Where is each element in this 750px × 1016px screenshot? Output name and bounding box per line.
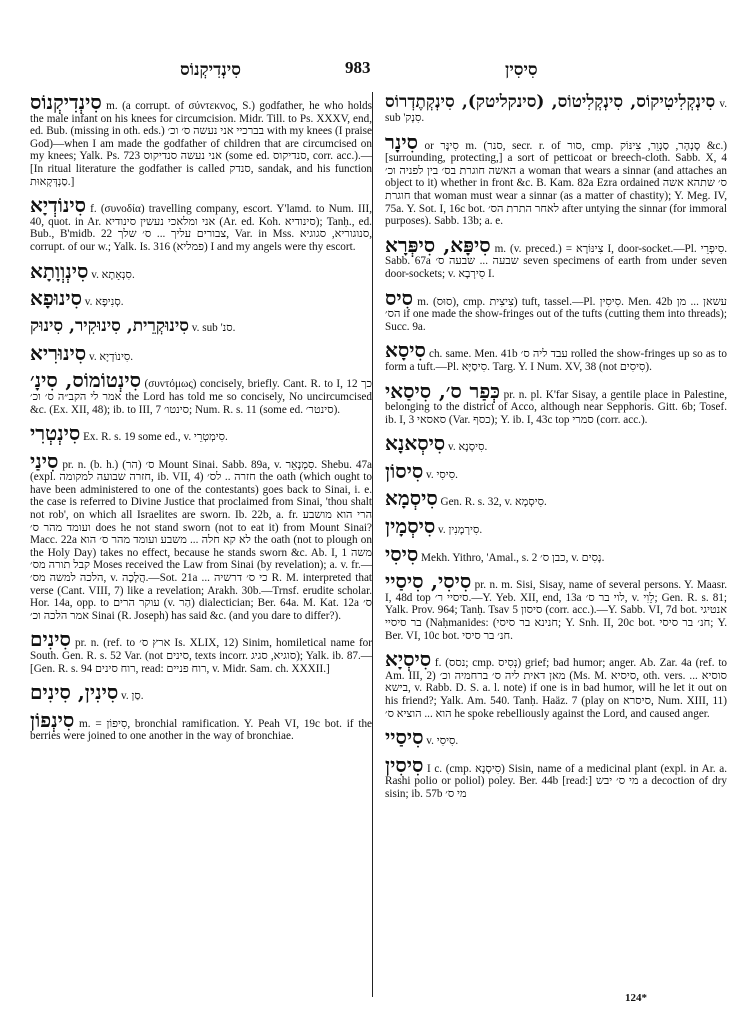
dictionary-entry [30, 195, 372, 253]
dictionary-entry [385, 92, 727, 125]
entry-headword: סִינְטְרִי [30, 421, 81, 446]
entry-headword: סִינוּפָא [30, 286, 82, 311]
dictionary-entry [385, 727, 727, 748]
entry-headword: סִיסְמָא [385, 486, 438, 511]
dictionary-entry [30, 258, 372, 283]
entry-definition: Ex. R. s. 19 some ed., v. סִימְטְרֵי. [83, 431, 228, 444]
entry-definition: v. סִיסִי. [426, 735, 459, 748]
entry-definition: v. סִינוֹדְיָא. [88, 350, 134, 363]
signature-mark: 124* [625, 992, 647, 1004]
entry-definition: Mekh. Yithro, 'Amal., s. 2 כבן ס׳, v. נָסִים. [421, 551, 605, 564]
entry-headword: סִיסַיי [385, 725, 424, 750]
entry-definition: v. סִיסְנָא. [447, 441, 488, 454]
right-running-head: סִיסִין [505, 60, 538, 80]
entry-headword: סִינָר [385, 129, 418, 154]
dictionary-entry [30, 629, 372, 675]
dictionary-entry [385, 516, 727, 537]
left-running-head: סִינְדִיקְנוֹס [180, 60, 241, 80]
dictionary-entry [385, 285, 727, 334]
left-column [30, 92, 372, 750]
entry-definition: v. סִיסִי. [426, 468, 458, 481]
entry-definition: pr. n. (ref. to ארץ ס׳ Is. XLIX, 12) Sinim, homiletical name for South. Gen. R. s. 52 Var. (not סינים, texts incorr. סוגיא, סגיג); Yalk. ib. 87.—[Gen. R. s. 94 רוח סינים, read: רוח פניים, v. Midr. Sam. ch. XXXII.] [30, 637, 372, 675]
dictionary-entry [30, 682, 372, 703]
entry-headword: סִיסְאנָא [385, 431, 446, 456]
entry-definition: f. (συνοδία) travelling company, escort. Y'lamd. to Num. III, 40, quot. in Ar. אני ומלאכי נעשין סינודיא (Ar. ed. Koh. סינודיא); Tanḥ., ed. Bub., B'midb. 22 צבורים עליך ... ס׳ שלך, Var. in Mss. סנוגוריא, סגוגיא, corrupt. of our w.; Yalk. Is. 316 (פמליא) I and my angels were thy escort. [30, 203, 372, 253]
dictionary-entry [385, 649, 727, 720]
entry-definition: v. sub 'סנ. [191, 321, 236, 334]
entry-definition: Gen. R. s. 32, v. סִיסְמָא. [440, 496, 547, 509]
entry-definition: pr. n. (b. h.) (הר) ס׳ Mount Sinai. Sabb. 89a, v. סִמְנָאֵר. Shebu. 47a (expl. חזרה שבועה למקומה, ib. VII, 4) חזרה .. לס׳ the oath (which ought to have been administered to one of the contestants) goes back to Sinai, i. e. the case is referred to Divine Justice that proclaimed from Sinai, 'thou shalt not rob', on which all Israelites are sworn. Ib. 22b, a. fr. הרי הוא מושבע ועומד מהר ס׳ does he not stand sworn (not to eat it) from Mount Sinai? Macc. 22a לא קא חלה ... משבע ועומד מהר ס׳ הוא the oath (not to plough on the Holy Day) takes no effect, because he stands sworn &c. Ab. I, 1 משה קבל תורה מס׳ Moses received the Law from Sinai (by revelation); a. v. fr.—הלכה למשה מס׳, v. הֲלָכָה.—Sot. 21a ... כי ס׳ דרשיה R. M. interpreted that verse (Cant. VIII, 7) like a revelation; Arakh. 30b.—Trnsf. erudite scholar. Hor. 14a, opp. to עוקר הרים (v. הַר) dialectician; Ber. 64a. M. Kat. 12a ס׳ אמר הלכה וכ׳ Sinai (R. Joseph) has said &c. (and you dare to differ?). [30, 458, 373, 622]
column-divider [372, 92, 373, 997]
page-header [0, 58, 750, 88]
entry-headword: סִיסְמָין [385, 514, 436, 539]
entry-definition: v. sub 'סִנְק. [385, 98, 727, 124]
dictionary-entry [385, 232, 728, 281]
entry-headword: סִינוּרִיא [30, 340, 87, 365]
entry-definition: m. (a corrupt. of σύντεκνος, S.) godfather, he who holds the male infant on his knees for circumcision. Midr. Till. to Ps. XXXV, end, ed. Bub. (missing in oth. eds.) בברכיי אני נעשה ס׳ וכ׳ with my knees (I praise God)—when I am made the godfather of children that are circumcised on my knees; Yalk. Ps. 723 אני נעשה סנדיקוס (some ed. סנדיקוס, corr. acc.).—[In ritual literature the godfather is called סנדק, sandak, and his function סַנְדְּקָאוּת.] [30, 100, 373, 188]
entry-definition: v. סִנְאָתָא. [91, 268, 135, 281]
dictionary-entry [385, 340, 727, 373]
dictionary-entry [30, 448, 373, 623]
dictionary-entry [30, 92, 372, 188]
entry-definition: I c. (cmp. סִיסְנָא) Sisin, name of a medicinal plant (expl. in Ar. a. Rashi polio or poliol) poley. Ber. 44b [read:] מי ס׳ יבש a decoction of dry sisin; ib. 57b מי ס׳ [385, 762, 728, 800]
entry-definition: pr. n. m. Sisi, Sisay, name of several persons. Y. Maasr. I, 48d top סיסיי ר׳.—Y. Yeb. XII, end, 13a לוי בר ס׳, v. לֵוִי; Gen. R. s. 81; Yalk. Prov. 964; Tanḥ. Tsav 5 סיסון (corr. acc.).—Y. Sabb. VI, 7d bot. אנטיגי בר סיסיי (Naḥmanides: (חנינא בר סיסי; Y. Snh. II, 20c bot. חנ׳ בר סיסי; Y. Ber. VI, 10c bot. חנ׳ בר סיסי. [385, 579, 728, 642]
entry-headword: סִיסָא [385, 338, 426, 363]
entry-headword: סִיסוֹן [385, 458, 424, 483]
entry-headword: סִינִין, סִינִים [30, 680, 119, 705]
right-column [385, 92, 727, 808]
entry-headword: סִינְוְוָתָא [30, 258, 89, 283]
entry-headword: סִינַי [30, 448, 59, 473]
entry-headword: סִיסִין [385, 752, 424, 777]
dictionary-entry [30, 288, 372, 309]
dictionary-entry [30, 316, 372, 336]
dictionary-entry [30, 340, 372, 365]
dictionary-entry [30, 370, 372, 416]
entry-headword: סִינְקְלִיטִיקוֹס, סִינְקְלִיטוֹס, (סינקליטק), סִינְקְתֶדְרוֹס [385, 92, 716, 112]
entry-definition: m. (v. preced.) = צִינּוֹרָא I, door-socket.—Pl. סִיפְרֵי. Sabb. 67a שבעה ... שבעה ס׳ seven specimens of earth from under seven door-sockets; v. סִירְבָא I. [385, 242, 728, 280]
entry-definition: v. סִירְמָנִין. [438, 524, 483, 537]
entry-definition: v. סַן. [121, 690, 144, 703]
entry-definition: m. = סִיפוֹן, bronchial ramification. Y. Peah VI, 19c bot. if the berries were joined to one another in the way of bronchiae. [30, 717, 373, 743]
entry-headword: סִיסִי [385, 541, 419, 566]
entry-headword: סִינְטוֹמוֹס, סִינָ׳ [30, 368, 142, 393]
entry-definition: (συντόμως) concisely, briefly. Cant. R. to I, 12 כך אמר לי הקב״ה ס׳ וכ׳ the Lord has told me so concisely, No uncircumcised &c. (Ex. XII, 48); ib. to III, 7 סינטו׳; Num. R. s. 11 (some ed. סינטר׳). [30, 378, 373, 416]
entry-headword: סִיפָּא, סִיפְּרָא [385, 232, 491, 257]
entry-headword: כְּפַר ס׳, סִיסַאי [385, 378, 501, 403]
entry-headword: סִינִים [30, 627, 71, 652]
dictionary-entry [385, 541, 727, 566]
entry-definition: v. סְנִיפָא. [84, 296, 124, 309]
entry-definition: ch. same. Men. 41b עבד ליה ס׳ rolled the show-fringes up so as to form a tuft.—Pl. סִיסַיָּא. Targ. Y. I Num. XV, 38 (not סִיסִים). [385, 348, 727, 373]
entry-definition: pr. n. pl. K'far Sisay, a gentile place in Palestine, belonging to the district of Acco, although near Sepphoris. Gitt. 6b; Tosef. ib. I, 3 סאסאי (Var. כסף); Y. ib. I, 43c top סמרי (corr. acc.). [385, 388, 728, 426]
entry-headword: סִינְפוֹן [30, 707, 75, 732]
entry-headword: סִינוּקְרֵית, סִינוּקִיר, סִינוּק [30, 315, 189, 336]
dictionary-entry [385, 458, 727, 483]
dictionary-entry [385, 433, 727, 454]
entry-headword: סִיסִי, סִיסַיי [385, 569, 472, 594]
dictionary-entry [385, 571, 727, 642]
dictionary-entry [30, 423, 372, 444]
dictionary-entry [385, 129, 728, 228]
entry-definition: m. (סוּס), cmp. צִיצִית) tuft, tassel.—Pl. סִיסִין. Men. 42b עשאן ... מן הס׳ if one made the show-fringes out of the tufts (cutting them into threads); Succ. 9a. [385, 295, 727, 333]
dictionary-entry [385, 378, 728, 427]
entry-definition: or סִינָּר m. (סנר, secr. r. of סור, cmp. סָנְהָר, סַנְוֵר, צִינּוֹק &c.) [surrounding, protecting,] a sort of petticoat or breech-cloth. Sabb. X, 4 האשה חוגרת בס׳ בין לפניה וכ׳ a woman that wears a sinnar (and attaches an object to it) whether in front &c. B. Kam. 82a Ezra ordained ס׳ שתהא אשה חוגרת that woman must wear a sinnar (as a matter of chastity); Y. Meg. IV, 75a. Y. Sot. I, 16c bot. לאחר התרת הס׳ after untying the sinnar (for immoral purposes). Sabb. 13b; a. e. [385, 139, 728, 228]
dictionary-entry [385, 752, 728, 801]
entry-headword: סִינְדִיקְנוֹס [30, 90, 102, 114]
entry-headword: סִיסְיָא [385, 647, 432, 672]
entry-definition: f. (נסס; cmp. נְסִיס) grief; bad humor; anger. Ab. Zar. 4a (ref. to Am. III, 2) מאן דאית ליה ס׳ ברחמיה וכ׳ (Ms. M. סיסיא, oth. vers. סוסיא ... בישא, v. Rabb. D. S. a. l. note) if one is in bad humor, will he let it out on his friend?; Yalk. Am. 540. Tanḥ. Haäz. 7 (play on סיסרא, Num. XIII, 11) הוא ... הוציא ס׳ he spoke rebelliously against the Lord, and caused anger. [385, 657, 728, 720]
dictionary-entry [385, 488, 727, 509]
entry-headword: סִינוֹדְיָא [30, 193, 86, 218]
dictionary-entry [30, 707, 373, 743]
entry-headword: סִיס [385, 285, 413, 310]
page-number: 983 [345, 58, 371, 77]
